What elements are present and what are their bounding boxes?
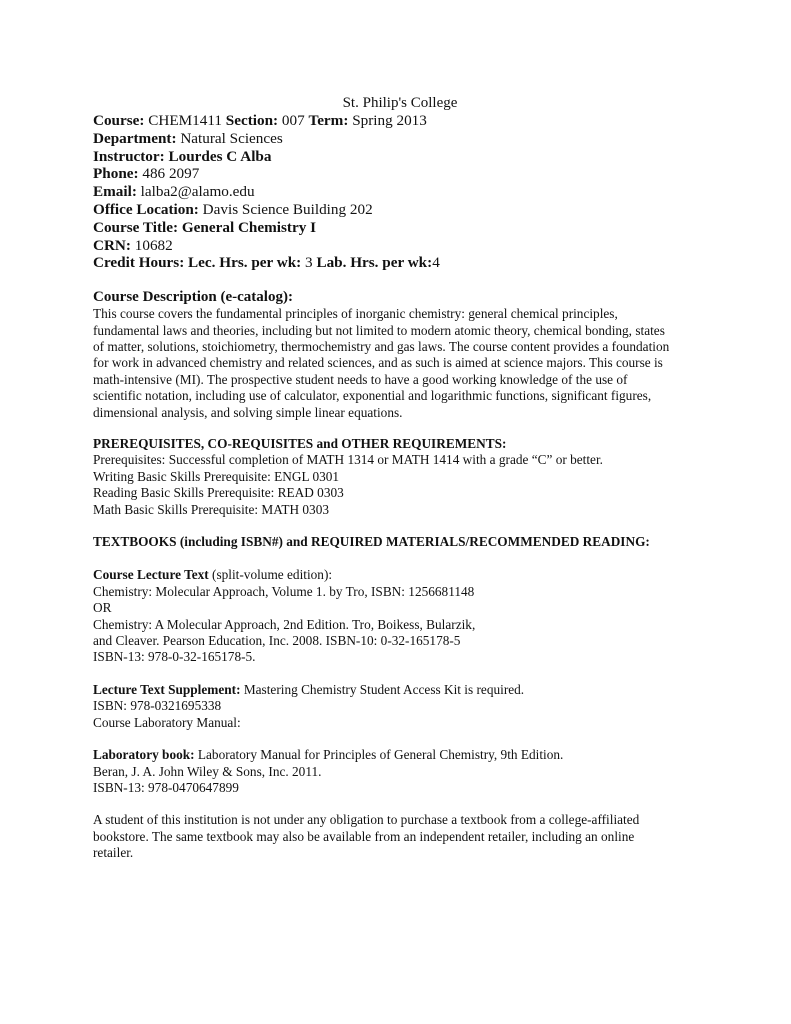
crn-line	[93, 237, 713, 255]
prereq-title: PREREQUISITES, CO-REQUISITES and OTHER REQUIREMENTS:	[93, 436, 507, 452]
lab-book-line: Beran, J. A. John Wiley & Sons, Inc. 2011.	[93, 763, 322, 779]
course-value: CHEM1411	[148, 112, 222, 129]
supplement-block	[93, 682, 713, 731]
phone-label: Phone:	[93, 165, 139, 183]
textbook-notice	[93, 812, 713, 861]
phone-value: 486 2097	[142, 165, 200, 183]
lab-book-block	[93, 747, 713, 796]
crn-label: CRN:	[93, 236, 131, 254]
supplement-line: ISBN: 978-0321695338	[93, 698, 222, 714]
email-line	[93, 183, 713, 201]
notice-line: retailer.	[93, 845, 134, 861]
department-label: Department:	[93, 129, 177, 147]
term-label: Term:	[308, 112, 349, 129]
lab-book-value: Laboratory Manual for Principles of General Chemistry, 9th Edition.	[194, 747, 564, 763]
lab-book-line: ISBN-13: 978-0470647899	[93, 779, 239, 795]
credit-label: Credit Hours: Lec. Hrs. per wk:	[93, 254, 302, 272]
description-line: scientific notation, including use of calculator, exponential and logarithmic functions, significant figures,	[93, 388, 652, 404]
description-body	[93, 306, 713, 421]
lecture-text-line: and Cleaver. Pearson Education, Inc. 2008. ISBN-10: 0-32-165178-5	[93, 633, 461, 649]
description-title: Course Description (e-catalog):	[93, 289, 293, 306]
lab-hours-value: 4	[432, 254, 440, 272]
supplement-line: Course Laboratory Manual:	[93, 714, 241, 730]
prereq-line: Reading Basic Skills Prerequisite: READ 0303	[93, 485, 344, 501]
credit-hours-line	[93, 254, 713, 272]
description-line: dimensional analysis, and solving simple linear equations.	[93, 404, 403, 420]
supplement-label: Lecture Text Supplement:	[93, 681, 241, 697]
course-title-line	[93, 219, 713, 237]
syllabus-page	[93, 94, 713, 862]
lecture-text-line: Chemistry: Molecular Approach, Volume 1. by Tro, ISBN: 1256681148	[93, 583, 475, 599]
email-label: Email:	[93, 183, 137, 201]
description-line: This course covers the fundamental principles of inorganic chemistry: general chemical principles,	[93, 306, 618, 322]
course-label: Course:	[93, 112, 145, 129]
lab-book-label: Laboratory book:	[93, 747, 195, 763]
lecture-text-heading	[93, 567, 713, 583]
lecture-text-block	[93, 567, 713, 665]
office-value: Davis Science Building 202	[202, 200, 373, 218]
lecture-text-line: Chemistry: A Molecular Approach, 2nd Edition. Tro, Boikess, Bularzik,	[93, 616, 476, 632]
college-name: St. Philip's College	[342, 95, 458, 111]
prereq-line: Prerequisites: Successful completion of MATH 1314 or MATH 1414 with a grade “C” or better.	[93, 452, 603, 468]
course-line	[93, 112, 713, 130]
email-value[interactable]: lalba2@alamo.edu	[140, 183, 255, 201]
textbooks-title: TEXTBOOKS (including ISBN#) and REQUIRED MATERIALS/RECOMMENDED READING:	[93, 534, 650, 550]
term-value: Spring 2013	[352, 112, 427, 129]
prereq-body	[93, 452, 713, 518]
department-value: Natural Sciences	[180, 129, 283, 147]
supplement-heading	[93, 682, 713, 698]
description-line: of matter, solutions, stoichiometry, thermochemistry and gas laws. The course content provides a foundation	[93, 338, 670, 354]
description-line: fundamental laws and theories, including but not limited to modern atomic theory, chemical bonding, states	[93, 322, 665, 338]
lecture-text-suffix: (split-volume edition):	[208, 567, 333, 583]
lecture-text-line: ISBN-13: 978-0-32-165178-5.	[93, 649, 256, 665]
prereq-line: Math Basic Skills Prerequisite: MATH 0303	[93, 501, 330, 517]
course-title-label: Course Title: General Chemistry I	[93, 218, 316, 236]
description-line: math-intensive (MI). The prospective student needs to have a good working knowledge of the use of	[93, 371, 628, 387]
lecture-text-line: OR	[93, 600, 112, 616]
lab-hours-label: Lab. Hrs. per wk:	[316, 254, 433, 272]
section-value: 007	[281, 112, 305, 129]
instructor-line	[93, 148, 713, 166]
office-label: Office Location:	[93, 200, 199, 218]
lecture-text-label: Course Lecture Text	[93, 567, 209, 583]
prereq-line: Writing Basic Skills Prerequisite: ENGL 0301	[93, 468, 340, 484]
phone-line	[93, 165, 713, 183]
lec-hours-value: 3	[305, 254, 313, 272]
notice-line: bookstore. The same textbook may also be available from an independent retailer, including an online	[93, 828, 635, 844]
lab-book-heading	[93, 747, 713, 763]
department-line	[93, 130, 713, 148]
office-line	[93, 201, 713, 219]
instructor-label: Instructor: Lourdes C Alba	[93, 147, 272, 165]
section-label: Section:	[225, 112, 279, 129]
notice-line: A student of this institution is not under any obligation to purchase a textbook from a college-affiliated	[93, 812, 640, 828]
description-line: for work in advanced chemistry and related sciences, and as such is aimed at science majors. This course is	[93, 355, 663, 371]
supplement-value: Mastering Chemistry Student Access Kit is required.	[240, 681, 525, 697]
crn-value: 10682	[134, 236, 173, 254]
